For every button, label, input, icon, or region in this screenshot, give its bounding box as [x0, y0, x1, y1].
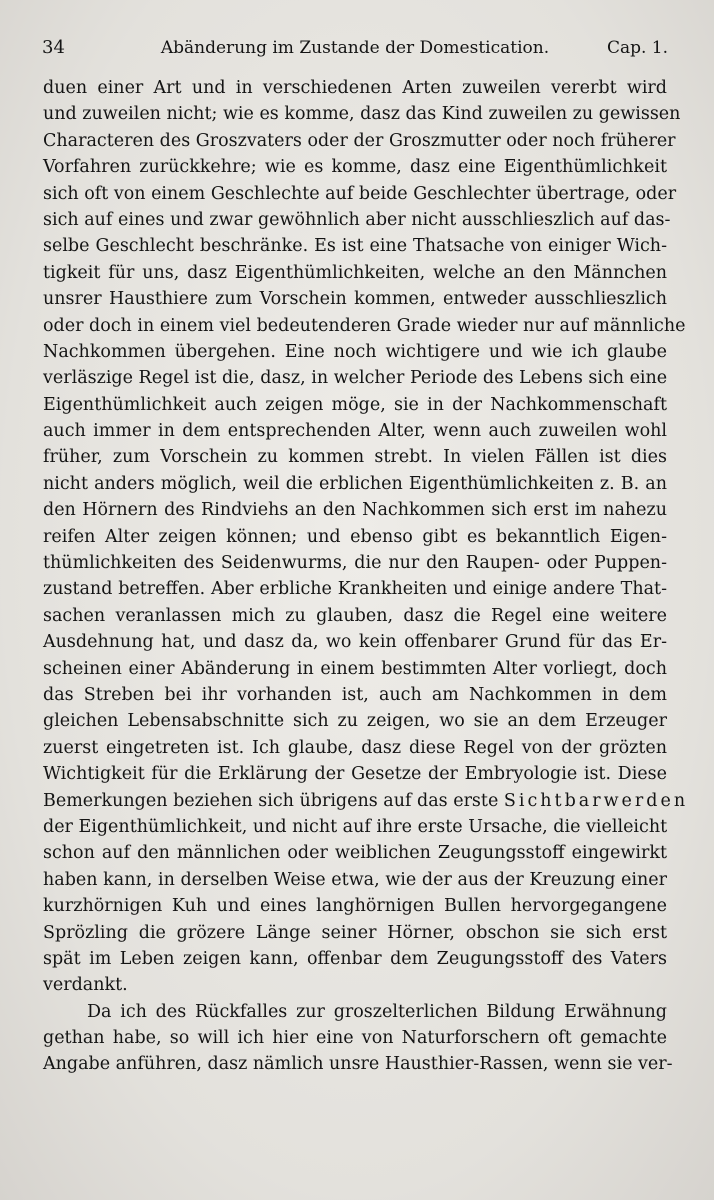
- text-line: Characteren des Groszvaters oder der Groszmutter oder noch früherer: [43, 130, 676, 151]
- text-line: Wichtigkeit für die Erklärung der Gesetze der Embryologie ist. Diese: [43, 764, 667, 785]
- text-line: spät im Leben zeigen kann, offenbar dem Zeugungsstoff des Vaters: [43, 948, 667, 969]
- text-line: kurzhörnigen Kuh und eines langhörnigen Bullen hervorgegangene: [43, 896, 667, 917]
- text-line: sich oft von einem Geschlechte auf beide Geschlechter übertrage, oder: [43, 183, 677, 204]
- text-line: nicht anders möglich, weil die erblichen Eigenthümlichkeiten z. B. an: [43, 473, 667, 494]
- page-header: [42, 36, 668, 60]
- text-line: verläszige Regel ist die, dasz, in welcher Periode des Lebens sich eine: [43, 368, 668, 389]
- text-line: tigkeit für uns, dasz Eigenthümlichkeiten, welche an den Männchen: [43, 262, 667, 283]
- text-line: unsrer Hausthiere zum Vorschein kommen, entweder ausschlieszlich: [43, 289, 667, 310]
- text-line: oder doch in einem viel bedeutenderen Grade wieder nur auf männliche: [43, 315, 686, 336]
- text-line: reifen Alter zeigen können; und ebenso gibt es bekanntlich Eigen-: [43, 526, 667, 547]
- text-line: Ausdehnung hat, und dasz da, wo kein offenbarer Grund für das Er-: [43, 632, 667, 653]
- text-line: haben kann, in derselben Weise etwa, wie der aus der Kreuzung einer: [43, 869, 667, 890]
- text-line: schon auf den männlichen oder weiblichen Zeugungsstoff eingewirkt: [43, 843, 667, 864]
- text-line: Sprözling die grözere Länge seiner Hörner, obschon sie sich erst: [43, 922, 667, 943]
- text-line: Angabe anführen, dasz nämlich unsre Hausthier-Rassen, wenn sie ver-: [43, 1054, 673, 1075]
- page-number: 34: [42, 37, 65, 58]
- text-line: und zuweilen nicht; wie es komme, dasz das Kind zuweilen zu gewissen: [43, 104, 681, 125]
- emphasized-word: Sichtbarwerden: [503, 790, 689, 811]
- running-title: Abänderung im Zustande der Domestication.: [160, 38, 550, 58]
- text-line: scheinen einer Abänderung in einem bestimmten Alter vorliegt, doch: [43, 658, 667, 679]
- chapter-label: Cap. 1.: [606, 38, 668, 58]
- text-line: auch immer in dem entsprechenden Alter, wenn auch zuweilen wohl: [43, 421, 667, 442]
- text-line: der Eigenthümlichkeit, und nicht auf ihre erste Ursache, die vielleicht: [43, 816, 668, 837]
- text-line: den Hörnern des Rindviehs an den Nachkommen sich erst im nahezu: [43, 500, 667, 521]
- text-line: gethan habe, so will ich hier eine von Naturforschern oft gemachte: [43, 1028, 667, 1049]
- body-text: [43, 75, 689, 1078]
- text-line: thümlichkeiten des Seidenwurms, die nur den Raupen- oder Puppen-: [43, 553, 667, 574]
- text-line: Eigenthümlichkeit auch zeigen möge, sie in der Nachkommenschaft: [43, 394, 667, 415]
- text-line: das Streben bei ihr vorhanden ist, auch am Nachkommen in dem: [43, 684, 667, 705]
- text-line: sachen veranlassen mich zu glauben, dasz die Regel eine weitere: [43, 605, 667, 626]
- text-line: Da ich des Rückfalles zur groszelterlichen Bildung Erwähnung: [87, 1001, 667, 1022]
- text-line: gleichen Lebensabschnitte sich zu zeigen, wo sie an dem Erzeuger: [43, 711, 667, 732]
- text-line-start: Bemerkungen beziehen sich übrigens auf das erste: [43, 790, 499, 811]
- text-line: Nachkommen übergehen. Eine noch wichtigere und wie ich glaube: [43, 341, 667, 362]
- text-line: früher, zum Vorschein zu kommen strebt. In vielen Fällen ist dies: [43, 447, 667, 468]
- text-line: Vorfahren zurückkehre; wie es komme, dasz eine Eigenthümlichkeit: [43, 157, 667, 178]
- text-line: selbe Geschlecht beschränke. Es ist eine Thatsache von einiger Wich-: [43, 236, 667, 257]
- text-line: duen einer Art und in verschiedenen Arten zuweilen vererbt wird: [43, 78, 667, 98]
- text-line-with-emphasis: [43, 788, 689, 814]
- text-line: sich auf eines und zwar gewöhnlich aber nicht ausschlieszlich auf das-: [43, 209, 671, 230]
- text-line: zustand betreffen. Aber erbliche Krankheiten und einige andere That-: [43, 579, 667, 600]
- text-line: zuerst eingetreten ist. Ich glaube, dasz diese Regel von der grözten: [43, 737, 667, 758]
- text-line: verdankt.: [43, 975, 128, 996]
